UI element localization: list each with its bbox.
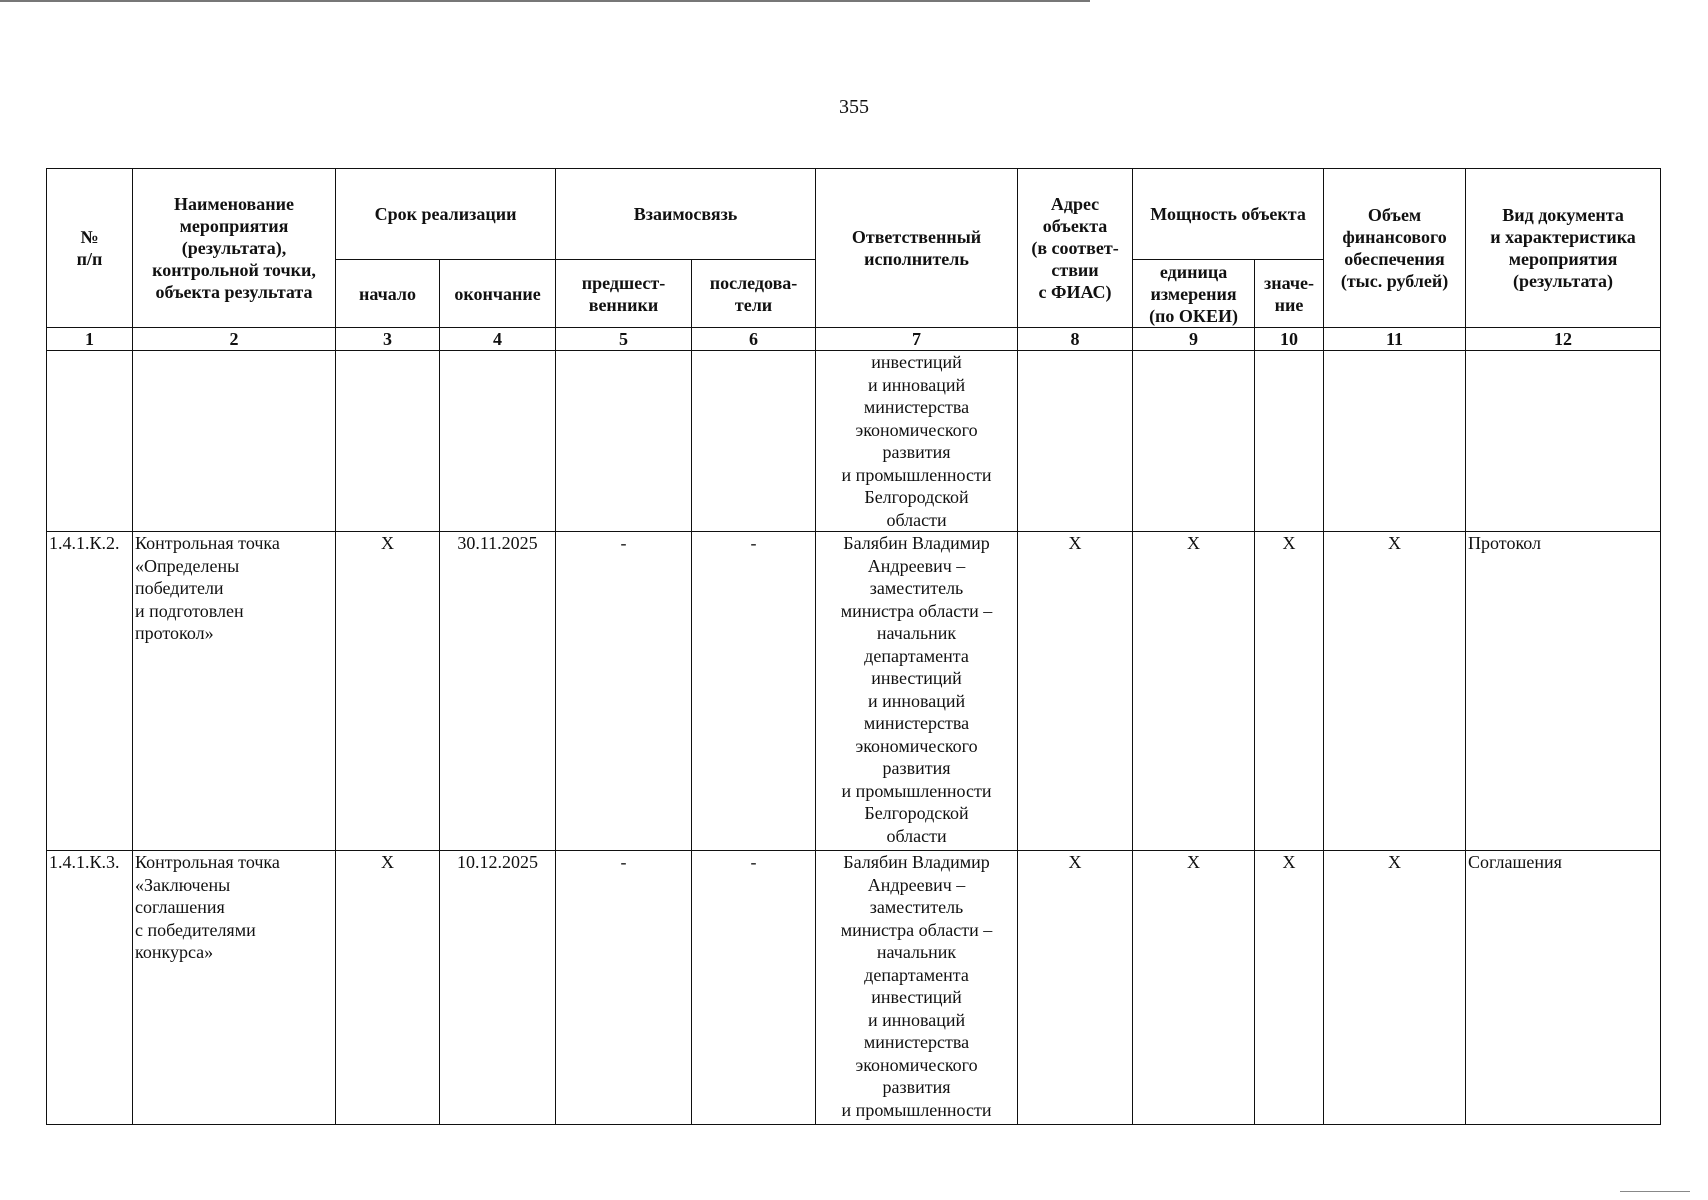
- table-row: [47, 351, 1661, 532]
- cell-unit: X: [1133, 851, 1255, 1125]
- cell-next: -: [692, 851, 816, 1125]
- cell-doc: Протокол: [1466, 532, 1661, 851]
- header-relation: Взаимосвязь: [556, 169, 816, 260]
- header-capacity: Мощность объекта: [1133, 169, 1324, 260]
- cell-finance: [1324, 351, 1466, 532]
- cell-responsible: Балябин Владимир Андреевич – заместитель министра области – начальник департамента инвестиций и инноваций министерства экономического развития и промышленности Белгородской области: [816, 532, 1018, 851]
- column-number: 7: [816, 328, 1018, 351]
- column-number: 6: [692, 328, 816, 351]
- cell-address: X: [1018, 851, 1133, 1125]
- cell-value: X: [1255, 532, 1324, 851]
- top-rule: [0, 0, 1090, 2]
- cell-start: X: [336, 851, 440, 1125]
- cell-start: [336, 351, 440, 532]
- column-number: 3: [336, 328, 440, 351]
- cell-unit: X: [1133, 532, 1255, 851]
- cell-name: Контрольная точка «Заключены соглашения с победителями конкурса»: [133, 851, 336, 1125]
- column-number: 10: [1255, 328, 1324, 351]
- column-number: 1: [47, 328, 133, 351]
- table-row: [47, 851, 1661, 1125]
- plan-table: [46, 168, 1661, 1125]
- header-responsible: Ответственный исполнитель: [816, 169, 1018, 328]
- cell-end: [440, 351, 556, 532]
- cell-prev: -: [556, 532, 692, 851]
- cell-num: 1.4.1.К.2.: [47, 532, 133, 851]
- cell-value: [1255, 351, 1324, 532]
- cell-next: [692, 351, 816, 532]
- cell-finance: X: [1324, 532, 1466, 851]
- cell-unit: [1133, 351, 1255, 532]
- cell-doc: [1466, 351, 1661, 532]
- bottom-rule: [1620, 1191, 1690, 1192]
- cell-value: X: [1255, 851, 1324, 1125]
- cell-num: 1.4.1.К.3.: [47, 851, 133, 1125]
- header-period-end: окончание: [440, 260, 556, 328]
- header-relation-prev: предшест- венники: [556, 260, 692, 328]
- cell-end: 30.11.2025: [440, 532, 556, 851]
- cell-name: Контрольная точка «Определены победители и подготовлен протокол»: [133, 532, 336, 851]
- cell-start: X: [336, 532, 440, 851]
- header-relation-next: последова- тели: [692, 260, 816, 328]
- cell-responsible: Балябин Владимир Андреевич – заместитель министра области – начальник департамента инвестиций и инноваций министерства экономического развития и промышленности: [816, 851, 1018, 1125]
- table-row: [47, 532, 1661, 851]
- page-number: 355: [839, 96, 869, 118]
- cell-next: -: [692, 532, 816, 851]
- header-finance: Объем финансового обеспечения (тыс. рублей): [1324, 169, 1466, 328]
- cell-address: [1018, 351, 1133, 532]
- column-number: 12: [1466, 328, 1661, 351]
- cell-num: [47, 351, 133, 532]
- column-number: 11: [1324, 328, 1466, 351]
- cell-finance: X: [1324, 851, 1466, 1125]
- column-number: 9: [1133, 328, 1255, 351]
- header-period: Срок реализации: [336, 169, 556, 260]
- header-capacity-value: значе- ние: [1255, 260, 1324, 328]
- column-number: 8: [1018, 328, 1133, 351]
- cell-doc: Соглашения: [1466, 851, 1661, 1125]
- header-address: Адрес объекта (в соответ- ствии с ФИАС): [1018, 169, 1133, 328]
- cell-prev: [556, 351, 692, 532]
- header-period-start: начало: [336, 260, 440, 328]
- column-number: 4: [440, 328, 556, 351]
- cell-end: 10.12.2025: [440, 851, 556, 1125]
- header-name: Наименование мероприятия (результата), контрольной точки, объекта результата: [133, 169, 336, 328]
- cell-address: X: [1018, 532, 1133, 851]
- cell-responsible: инвестиций и инноваций министерства экономического развития и промышленности Белгородской области: [816, 351, 1018, 532]
- column-number: 2: [133, 328, 336, 351]
- column-number: 5: [556, 328, 692, 351]
- cell-prev: -: [556, 851, 692, 1125]
- header-doc-type: Вид документа и характеристика мероприятия (результата): [1466, 169, 1661, 328]
- cell-name: [133, 351, 336, 532]
- header-capacity-unit: единица измерения (по ОКЕИ): [1133, 260, 1255, 328]
- header-num: № п/п: [47, 169, 133, 328]
